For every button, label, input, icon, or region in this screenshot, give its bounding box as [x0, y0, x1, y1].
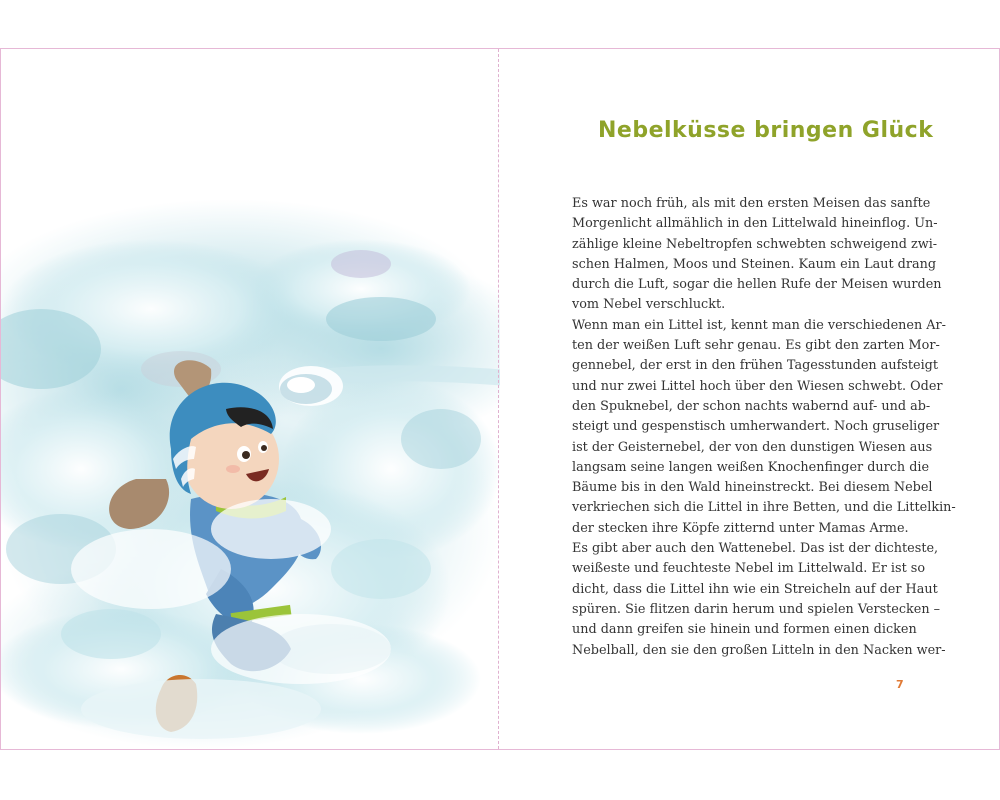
- text-line: Es gibt aber auch den Wattenebel. Das ist der dichteste,: [572, 541, 939, 557]
- text-line: und nur zwei Littel hoch über den Wiesen schwebt. Oder: [572, 378, 943, 394]
- text-line: steigt und gespenstisch umherwandert. Noch gruseliger: [572, 419, 940, 435]
- text-line: ist der Geisternebel, der von den dunstigen Wiesen aus: [572, 439, 933, 455]
- text-line: vom Nebel verschluckt.: [572, 297, 726, 313]
- text-line: Bäume bis in den Wald hineinstreckt. Bei diesem Nebel: [572, 480, 933, 496]
- left-page: [0, 49, 499, 749]
- text-line: verkriechen sich die Littel in ihre Betten, und die Littelkin-: [572, 500, 956, 516]
- text-line: Es war noch früh, als mit den ersten Meisen das sanfte: [572, 196, 931, 211]
- text-line: dicht, dass die Littel ihn wie ein Streicheln auf der Haut: [572, 581, 938, 597]
- text-line: Wenn man ein Littel ist, kennt man die verschiedenen Ar-: [572, 317, 946, 333]
- text-line: Nebelball, den sie den großen Litteln in den Nacken wer-: [572, 642, 946, 658]
- child-in-fog-illustration: [1, 49, 500, 751]
- text-line: schen Halmen, Moos und Steinen. Kaum ein Laut drang: [572, 256, 937, 272]
- text-line: den Spuknebel, der schon nachts wabernd auf- und ab-: [572, 398, 931, 414]
- chapter-body-text: [572, 194, 956, 661]
- text-line: und dann greifen sie hinein und formen einen dicken: [572, 622, 917, 638]
- text-line: durch die Luft, sogar die hellen Rufe der Meisen wurden: [572, 277, 942, 293]
- page-gutter: [498, 49, 499, 749]
- text-line: gennebel, der erst in den frühen Tagesstunden aufsteigt: [572, 358, 939, 374]
- chapter-title: Nebelküsse bringen Glück: [598, 118, 934, 143]
- page-number: 7: [896, 678, 904, 691]
- text-line: weißeste und feuchteste Nebel im Littelwald. Er ist so: [572, 561, 926, 577]
- text-line: ten der weißen Luft sehr genau. Es gibt den zarten Mor-: [572, 338, 940, 354]
- text-line: langsam seine langen weißen Knochenfinger durch die: [572, 459, 930, 475]
- text-line: spüren. Sie flitzen darin herum und spielen Verstecken –: [572, 601, 941, 617]
- text-line: der stecken ihre Köpfe zitternd unter Mamas Arme.: [572, 520, 909, 536]
- text-line: Morgenlicht allmählich in den Littelwald hineinflog. Un-: [572, 216, 938, 232]
- text-line: zählige kleine Nebeltropfen schwebten schweigend zwi-: [572, 236, 938, 252]
